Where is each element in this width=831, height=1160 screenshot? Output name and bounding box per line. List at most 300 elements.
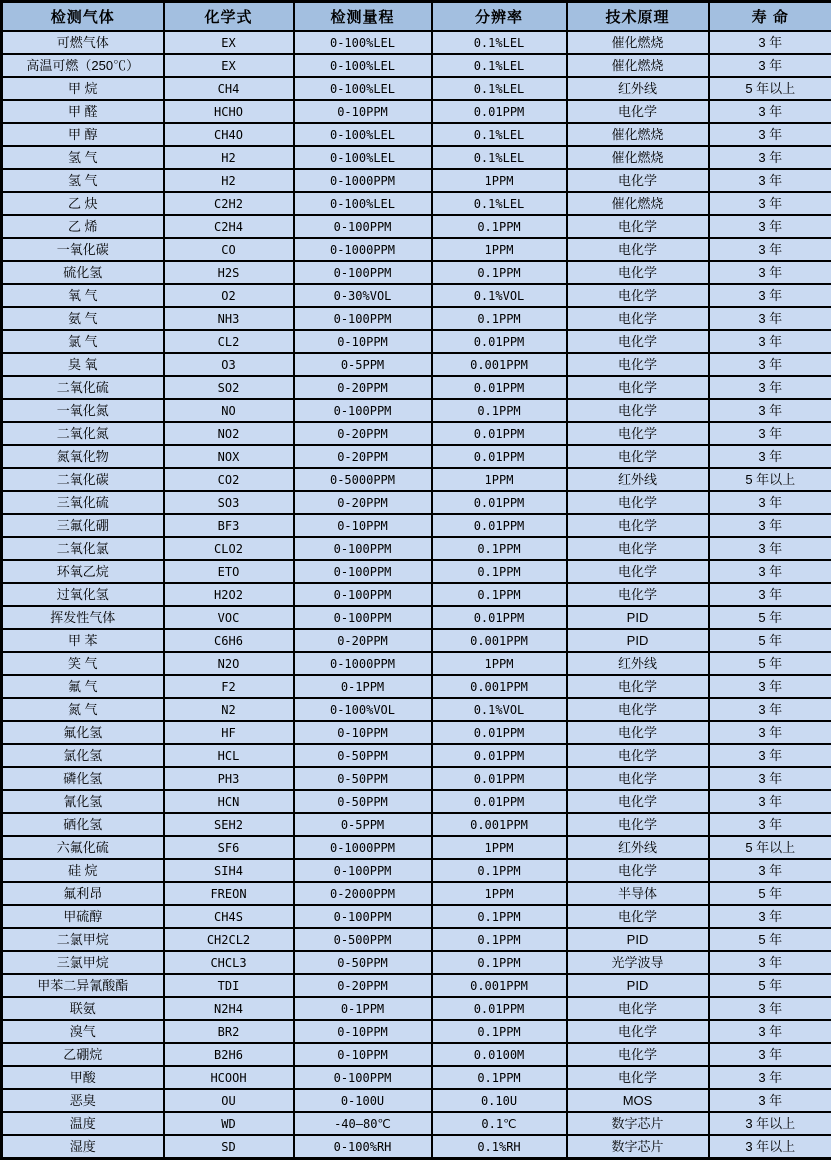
cell-r15-c5: 3 年	[709, 376, 831, 399]
table-row	[2, 606, 831, 629]
cell-r6-c4: 电化学	[567, 169, 709, 192]
cell-r0-c1: EX	[164, 31, 294, 54]
cell-r7-c3: 0.1%LEL	[432, 192, 567, 215]
cell-r47-c1: WD	[164, 1112, 294, 1135]
cell-r45-c1: HCOOH	[164, 1066, 294, 1089]
cell-r1-c3: 0.1%LEL	[432, 54, 567, 77]
cell-r42-c3: 0.01PPM	[432, 997, 567, 1020]
cell-r11-c1: O2	[164, 284, 294, 307]
table-row	[2, 399, 831, 422]
table-row	[2, 951, 831, 974]
cell-r47-c3: 0.1℃	[432, 1112, 567, 1135]
cell-r29-c2: 0-100%VOL	[294, 698, 432, 721]
cell-r31-c3: 0.01PPM	[432, 744, 567, 767]
cell-r12-c4: 电化学	[567, 307, 709, 330]
cell-r3-c1: HCHO	[164, 100, 294, 123]
cell-r25-c4: PID	[567, 606, 709, 629]
cell-r7-c0: 乙 炔	[2, 192, 164, 215]
cell-r35-c3: 1PPM	[432, 836, 567, 859]
cell-r43-c4: 电化学	[567, 1020, 709, 1043]
cell-r8-c5: 3 年	[709, 215, 831, 238]
cell-r16-c3: 0.1PPM	[432, 399, 567, 422]
cell-r19-c0: 二氧化碳	[2, 468, 164, 491]
cell-r28-c3: 0.001PPM	[432, 675, 567, 698]
cell-r44-c3: 0.0100M	[432, 1043, 567, 1066]
cell-r27-c5: 5 年	[709, 652, 831, 675]
cell-r26-c4: PID	[567, 629, 709, 652]
cell-r5-c0: 氢 气	[2, 146, 164, 169]
cell-r32-c4: 电化学	[567, 767, 709, 790]
cell-r1-c1: EX	[164, 54, 294, 77]
cell-r9-c4: 电化学	[567, 238, 709, 261]
table-row	[2, 882, 831, 905]
cell-r31-c5: 3 年	[709, 744, 831, 767]
table-row	[2, 675, 831, 698]
cell-r15-c0: 二氧化硫	[2, 376, 164, 399]
table-row	[2, 905, 831, 928]
cell-r18-c1: NOX	[164, 445, 294, 468]
cell-r19-c1: CO2	[164, 468, 294, 491]
cell-r8-c0: 乙 烯	[2, 215, 164, 238]
cell-r40-c0: 三氯甲烷	[2, 951, 164, 974]
cell-r41-c4: PID	[567, 974, 709, 997]
cell-r2-c3: 0.1%LEL	[432, 77, 567, 100]
cell-r9-c3: 1PPM	[432, 238, 567, 261]
cell-r44-c0: 乙硼烷	[2, 1043, 164, 1066]
cell-r23-c2: 0-100PPM	[294, 560, 432, 583]
cell-r24-c5: 3 年	[709, 583, 831, 606]
cell-r34-c2: 0-5PPM	[294, 813, 432, 836]
cell-r36-c4: 电化学	[567, 859, 709, 882]
table-row	[2, 744, 831, 767]
cell-r2-c2: 0-100%LEL	[294, 77, 432, 100]
table-row	[2, 192, 831, 215]
cell-r29-c0: 氮 气	[2, 698, 164, 721]
table-row	[2, 1135, 831, 1159]
cell-r14-c2: 0-5PPM	[294, 353, 432, 376]
cell-r43-c1: BR2	[164, 1020, 294, 1043]
table-row	[2, 629, 831, 652]
table-row	[2, 307, 831, 330]
cell-r11-c0: 氧 气	[2, 284, 164, 307]
cell-r20-c3: 0.01PPM	[432, 491, 567, 514]
table-row	[2, 100, 831, 123]
cell-r47-c0: 温度	[2, 1112, 164, 1135]
cell-r42-c2: 0-1PPM	[294, 997, 432, 1020]
cell-r37-c0: 氟利昂	[2, 882, 164, 905]
cell-r32-c2: 0-50PPM	[294, 767, 432, 790]
cell-r13-c3: 0.01PPM	[432, 330, 567, 353]
cell-r34-c4: 电化学	[567, 813, 709, 836]
cell-r14-c0: 臭 氧	[2, 353, 164, 376]
cell-r6-c2: 0-1000PPM	[294, 169, 432, 192]
cell-r4-c1: CH4O	[164, 123, 294, 146]
cell-r12-c2: 0-100PPM	[294, 307, 432, 330]
cell-r22-c3: 0.1PPM	[432, 537, 567, 560]
cell-r1-c2: 0-100%LEL	[294, 54, 432, 77]
cell-r11-c2: 0-30%VOL	[294, 284, 432, 307]
cell-r48-c3: 0.1%RH	[432, 1135, 567, 1159]
cell-r39-c4: PID	[567, 928, 709, 951]
cell-r13-c2: 0-10PPM	[294, 330, 432, 353]
cell-r13-c5: 3 年	[709, 330, 831, 353]
cell-r14-c5: 3 年	[709, 353, 831, 376]
cell-r25-c0: 挥发性气体	[2, 606, 164, 629]
cell-r25-c1: VOC	[164, 606, 294, 629]
cell-r12-c3: 0.1PPM	[432, 307, 567, 330]
cell-r24-c3: 0.1PPM	[432, 583, 567, 606]
table-row	[2, 767, 831, 790]
cell-r14-c3: 0.001PPM	[432, 353, 567, 376]
cell-r18-c0: 氮氧化物	[2, 445, 164, 468]
column-header-3: 分辨率	[432, 2, 567, 32]
table-row	[2, 1112, 831, 1135]
cell-r9-c5: 3 年	[709, 238, 831, 261]
cell-r21-c2: 0-10PPM	[294, 514, 432, 537]
cell-r36-c3: 0.1PPM	[432, 859, 567, 882]
table-row	[2, 146, 831, 169]
cell-r27-c3: 1PPM	[432, 652, 567, 675]
cell-r5-c2: 0-100%LEL	[294, 146, 432, 169]
table-row	[2, 997, 831, 1020]
table-row	[2, 330, 831, 353]
cell-r46-c1: OU	[164, 1089, 294, 1112]
cell-r25-c5: 5 年	[709, 606, 831, 629]
cell-r27-c0: 笑 气	[2, 652, 164, 675]
table-row	[2, 169, 831, 192]
cell-r38-c4: 电化学	[567, 905, 709, 928]
cell-r9-c2: 0-1000PPM	[294, 238, 432, 261]
table-row	[2, 790, 831, 813]
cell-r37-c3: 1PPM	[432, 882, 567, 905]
cell-r39-c3: 0.1PPM	[432, 928, 567, 951]
cell-r48-c4: 数字芯片	[567, 1135, 709, 1159]
cell-r11-c5: 3 年	[709, 284, 831, 307]
cell-r28-c2: 0-1PPM	[294, 675, 432, 698]
cell-r4-c3: 0.1%LEL	[432, 123, 567, 146]
cell-r43-c2: 0-10PPM	[294, 1020, 432, 1043]
cell-r35-c5: 5 年以上	[709, 836, 831, 859]
cell-r38-c3: 0.1PPM	[432, 905, 567, 928]
cell-r32-c1: PH3	[164, 767, 294, 790]
cell-r17-c2: 0-20PPM	[294, 422, 432, 445]
cell-r43-c5: 3 年	[709, 1020, 831, 1043]
cell-r20-c4: 电化学	[567, 491, 709, 514]
cell-r40-c2: 0-50PPM	[294, 951, 432, 974]
cell-r41-c2: 0-20PPM	[294, 974, 432, 997]
cell-r1-c4: 催化燃烧	[567, 54, 709, 77]
cell-r19-c5: 5 年以上	[709, 468, 831, 491]
cell-r38-c2: 0-100PPM	[294, 905, 432, 928]
cell-r33-c4: 电化学	[567, 790, 709, 813]
cell-r30-c4: 电化学	[567, 721, 709, 744]
cell-r41-c0: 甲苯二异氰酸酯	[2, 974, 164, 997]
cell-r17-c5: 3 年	[709, 422, 831, 445]
table-row	[2, 31, 831, 54]
cell-r41-c1: TDI	[164, 974, 294, 997]
cell-r3-c0: 甲 醛	[2, 100, 164, 123]
cell-r6-c5: 3 年	[709, 169, 831, 192]
cell-r13-c0: 氯 气	[2, 330, 164, 353]
cell-r2-c4: 红外线	[567, 77, 709, 100]
cell-r30-c5: 3 年	[709, 721, 831, 744]
cell-r18-c3: 0.01PPM	[432, 445, 567, 468]
cell-r22-c2: 0-100PPM	[294, 537, 432, 560]
cell-r15-c1: SO2	[164, 376, 294, 399]
column-header-2: 检测量程	[294, 2, 432, 32]
cell-r2-c1: CH4	[164, 77, 294, 100]
column-header-5: 寿 命	[709, 2, 831, 32]
cell-r22-c0: 二氧化氯	[2, 537, 164, 560]
cell-r12-c5: 3 年	[709, 307, 831, 330]
table-row	[2, 1089, 831, 1112]
cell-r8-c3: 0.1PPM	[432, 215, 567, 238]
cell-r22-c1: CLO2	[164, 537, 294, 560]
cell-r33-c0: 氰化氢	[2, 790, 164, 813]
cell-r3-c3: 0.01PPM	[432, 100, 567, 123]
cell-r3-c2: 0-10PPM	[294, 100, 432, 123]
cell-r34-c1: SEH2	[164, 813, 294, 836]
cell-r44-c2: 0-10PPM	[294, 1043, 432, 1066]
cell-r4-c4: 催化燃烧	[567, 123, 709, 146]
cell-r7-c4: 催化燃烧	[567, 192, 709, 215]
cell-r21-c5: 3 年	[709, 514, 831, 537]
cell-r46-c0: 恶臭	[2, 1089, 164, 1112]
cell-r5-c5: 3 年	[709, 146, 831, 169]
cell-r40-c1: CHCL3	[164, 951, 294, 974]
cell-r23-c4: 电化学	[567, 560, 709, 583]
cell-r37-c2: 0-2000PPM	[294, 882, 432, 905]
table-row	[2, 261, 831, 284]
cell-r31-c2: 0-50PPM	[294, 744, 432, 767]
cell-r25-c2: 0-100PPM	[294, 606, 432, 629]
table-row	[2, 376, 831, 399]
cell-r11-c4: 电化学	[567, 284, 709, 307]
cell-r5-c4: 催化燃烧	[567, 146, 709, 169]
cell-r42-c1: N2H4	[164, 997, 294, 1020]
cell-r13-c4: 电化学	[567, 330, 709, 353]
cell-r40-c3: 0.1PPM	[432, 951, 567, 974]
cell-r23-c3: 0.1PPM	[432, 560, 567, 583]
column-header-1: 化学式	[164, 2, 294, 32]
cell-r16-c4: 电化学	[567, 399, 709, 422]
cell-r46-c4: MOS	[567, 1089, 709, 1112]
cell-r15-c4: 电化学	[567, 376, 709, 399]
cell-r7-c2: 0-100%LEL	[294, 192, 432, 215]
cell-r20-c0: 三氧化硫	[2, 491, 164, 514]
cell-r33-c3: 0.01PPM	[432, 790, 567, 813]
table-row	[2, 698, 831, 721]
cell-r9-c1: CO	[164, 238, 294, 261]
cell-r45-c5: 3 年	[709, 1066, 831, 1089]
cell-r7-c5: 3 年	[709, 192, 831, 215]
cell-r17-c1: NO2	[164, 422, 294, 445]
cell-r37-c1: FREON	[164, 882, 294, 905]
cell-r48-c0: 湿度	[2, 1135, 164, 1159]
column-header-4: 技术原理	[567, 2, 709, 32]
cell-r24-c0: 过氧化氢	[2, 583, 164, 606]
cell-r26-c1: C6H6	[164, 629, 294, 652]
cell-r4-c0: 甲 醇	[2, 123, 164, 146]
cell-r35-c0: 六氟化硫	[2, 836, 164, 859]
cell-r29-c3: 0.1%VOL	[432, 698, 567, 721]
cell-r44-c5: 3 年	[709, 1043, 831, 1066]
cell-r17-c3: 0.01PPM	[432, 422, 567, 445]
cell-r4-c5: 3 年	[709, 123, 831, 146]
cell-r16-c2: 0-100PPM	[294, 399, 432, 422]
cell-r45-c0: 甲酸	[2, 1066, 164, 1089]
table-row	[2, 560, 831, 583]
cell-r20-c2: 0-20PPM	[294, 491, 432, 514]
cell-r19-c3: 1PPM	[432, 468, 567, 491]
cell-r13-c1: CL2	[164, 330, 294, 353]
cell-r11-c3: 0.1%VOL	[432, 284, 567, 307]
table-row	[2, 77, 831, 100]
cell-r19-c2: 0-5000PPM	[294, 468, 432, 491]
table-row	[2, 836, 831, 859]
cell-r10-c1: H2S	[164, 261, 294, 284]
cell-r33-c2: 0-50PPM	[294, 790, 432, 813]
cell-r29-c1: N2	[164, 698, 294, 721]
cell-r10-c3: 0.1PPM	[432, 261, 567, 284]
cell-r5-c1: H2	[164, 146, 294, 169]
cell-r45-c4: 电化学	[567, 1066, 709, 1089]
cell-r28-c4: 电化学	[567, 675, 709, 698]
cell-r32-c5: 3 年	[709, 767, 831, 790]
cell-r14-c1: O3	[164, 353, 294, 376]
cell-r36-c2: 0-100PPM	[294, 859, 432, 882]
cell-r16-c1: NO	[164, 399, 294, 422]
cell-r38-c1: CH4S	[164, 905, 294, 928]
table-row	[2, 514, 831, 537]
cell-r36-c0: 硅 烷	[2, 859, 164, 882]
table-row	[2, 1043, 831, 1066]
cell-r24-c2: 0-100PPM	[294, 583, 432, 606]
cell-r27-c4: 红外线	[567, 652, 709, 675]
cell-r29-c5: 3 年	[709, 698, 831, 721]
cell-r18-c4: 电化学	[567, 445, 709, 468]
cell-r10-c4: 电化学	[567, 261, 709, 284]
cell-r19-c4: 红外线	[567, 468, 709, 491]
cell-r33-c1: HCN	[164, 790, 294, 813]
cell-r46-c3: 0.10U	[432, 1089, 567, 1112]
cell-r45-c2: 0-100PPM	[294, 1066, 432, 1089]
cell-r8-c1: C2H4	[164, 215, 294, 238]
cell-r22-c4: 电化学	[567, 537, 709, 560]
cell-r6-c3: 1PPM	[432, 169, 567, 192]
cell-r34-c3: 0.001PPM	[432, 813, 567, 836]
cell-r24-c4: 电化学	[567, 583, 709, 606]
cell-r17-c4: 电化学	[567, 422, 709, 445]
cell-r8-c4: 电化学	[567, 215, 709, 238]
cell-r17-c0: 二氧化氮	[2, 422, 164, 445]
cell-r34-c5: 3 年	[709, 813, 831, 836]
table-row	[2, 284, 831, 307]
cell-r44-c1: B2H6	[164, 1043, 294, 1066]
cell-r21-c3: 0.01PPM	[432, 514, 567, 537]
cell-r21-c0: 三氟化硼	[2, 514, 164, 537]
cell-r20-c1: SO3	[164, 491, 294, 514]
table-row	[2, 445, 831, 468]
table-row	[2, 652, 831, 675]
cell-r8-c2: 0-100PPM	[294, 215, 432, 238]
cell-r40-c4: 光学波导	[567, 951, 709, 974]
cell-r46-c2: 0-100U	[294, 1089, 432, 1112]
cell-r5-c3: 0.1%LEL	[432, 146, 567, 169]
cell-r35-c4: 红外线	[567, 836, 709, 859]
cell-r22-c5: 3 年	[709, 537, 831, 560]
cell-r0-c3: 0.1%LEL	[432, 31, 567, 54]
cell-r31-c1: HCL	[164, 744, 294, 767]
cell-r25-c3: 0.01PPM	[432, 606, 567, 629]
cell-r3-c5: 3 年	[709, 100, 831, 123]
cell-r4-c2: 0-100%LEL	[294, 123, 432, 146]
table-row	[2, 721, 831, 744]
cell-r44-c4: 电化学	[567, 1043, 709, 1066]
cell-r33-c5: 3 年	[709, 790, 831, 813]
cell-r28-c5: 3 年	[709, 675, 831, 698]
cell-r39-c1: CH2CL2	[164, 928, 294, 951]
cell-r24-c1: H2O2	[164, 583, 294, 606]
cell-r45-c3: 0.1PPM	[432, 1066, 567, 1089]
cell-r35-c1: SF6	[164, 836, 294, 859]
cell-r39-c0: 二氯甲烷	[2, 928, 164, 951]
cell-r2-c5: 5 年以上	[709, 77, 831, 100]
cell-r10-c2: 0-100PPM	[294, 261, 432, 284]
table-row	[2, 353, 831, 376]
table-row	[2, 1020, 831, 1043]
cell-r12-c1: NH3	[164, 307, 294, 330]
cell-r21-c1: BF3	[164, 514, 294, 537]
cell-r36-c1: SIH4	[164, 859, 294, 882]
cell-r10-c0: 硫化氢	[2, 261, 164, 284]
table-body	[2, 31, 831, 1159]
cell-r27-c1: N2O	[164, 652, 294, 675]
cell-r18-c2: 0-20PPM	[294, 445, 432, 468]
cell-r23-c0: 环氧乙烷	[2, 560, 164, 583]
cell-r26-c0: 甲 苯	[2, 629, 164, 652]
table-row	[2, 422, 831, 445]
cell-r6-c0: 氢 气	[2, 169, 164, 192]
cell-r31-c4: 电化学	[567, 744, 709, 767]
table-row	[2, 1066, 831, 1089]
cell-r0-c2: 0-100%LEL	[294, 31, 432, 54]
cell-r15-c3: 0.01PPM	[432, 376, 567, 399]
cell-r2-c0: 甲 烷	[2, 77, 164, 100]
table-row	[2, 238, 831, 261]
cell-r43-c0: 溴气	[2, 1020, 164, 1043]
cell-r9-c0: 一氧化碳	[2, 238, 164, 261]
column-header-0: 检测气体	[2, 2, 164, 32]
cell-r42-c0: 联氨	[2, 997, 164, 1020]
cell-r31-c0: 氯化氢	[2, 744, 164, 767]
cell-r36-c5: 3 年	[709, 859, 831, 882]
cell-r26-c3: 0.001PPM	[432, 629, 567, 652]
cell-r28-c0: 氟 气	[2, 675, 164, 698]
cell-r0-c4: 催化燃烧	[567, 31, 709, 54]
cell-r38-c0: 甲硫醇	[2, 905, 164, 928]
cell-r26-c5: 5 年	[709, 629, 831, 652]
cell-r7-c1: C2H2	[164, 192, 294, 215]
cell-r32-c0: 磷化氢	[2, 767, 164, 790]
cell-r15-c2: 0-20PPM	[294, 376, 432, 399]
table-row	[2, 215, 831, 238]
cell-r28-c1: F2	[164, 675, 294, 698]
cell-r41-c3: 0.001PPM	[432, 974, 567, 997]
cell-r39-c5: 5 年	[709, 928, 831, 951]
cell-r21-c4: 电化学	[567, 514, 709, 537]
cell-r14-c4: 电化学	[567, 353, 709, 376]
